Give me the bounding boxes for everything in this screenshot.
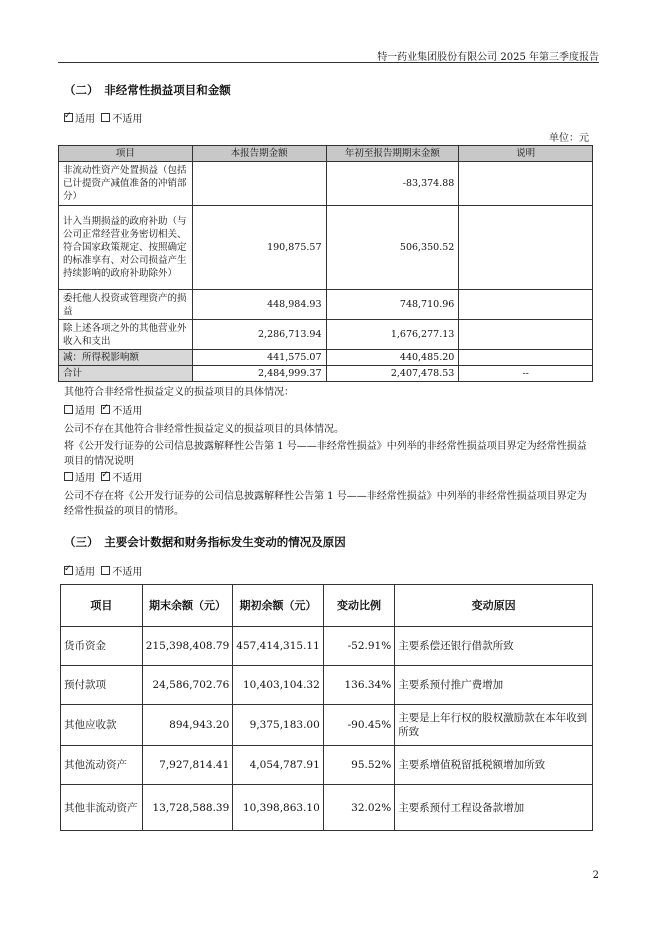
row-begin: 9,375,183.00 <box>233 705 324 746</box>
row-end: 894,943.20 <box>142 705 233 746</box>
applicable-label: 适用 <box>75 567 95 578</box>
row-current: 441,575.07 <box>192 350 326 366</box>
row-ytd: 440,485.20 <box>326 350 459 366</box>
row-ytd: 748,710.96 <box>326 290 459 320</box>
row-item: 除上述各项之外的其他营业外收入和支出 <box>59 320 193 350</box>
row-ratio: -90.45% <box>323 705 394 746</box>
row-item: 其他非流动资产 <box>61 785 143 831</box>
row-item: 减：所得税影响额 <box>59 350 193 366</box>
row-end: 215,398,408.79 <box>142 627 233 666</box>
not-applicable-label: 不适用 <box>112 114 143 125</box>
row-ratio: -52.91% <box>323 627 394 666</box>
unit-label: 单位：元 <box>549 133 589 144</box>
not-applicable-label: 不适用 <box>112 406 143 417</box>
row-current: 190,875.57 <box>192 206 326 290</box>
row-ratio: 136.34% <box>323 666 394 705</box>
checkbox-empty-icon <box>64 405 73 414</box>
row-reason: 主要系增值税留抵税额增加所致 <box>395 746 593 785</box>
row-item: 合计 <box>59 366 193 382</box>
checkbox-checked-icon <box>64 566 73 575</box>
column-header: 期末余额（元） <box>142 585 233 627</box>
row-item: 非流动性资产处置损益（包括已计提资产减值准备的冲销部分） <box>59 162 193 206</box>
non-recurring-table <box>58 145 593 382</box>
table-row <box>59 206 593 290</box>
column-header: 本报告期金额 <box>192 146 326 162</box>
table-header-row <box>61 585 593 627</box>
page-number: 2 <box>592 870 599 881</box>
row-end: 13,728,588.39 <box>142 785 233 831</box>
row-ytd: -83,374.88 <box>326 162 459 206</box>
row-ratio: 95.52% <box>323 746 394 785</box>
changes-table <box>60 584 593 831</box>
row-note <box>459 290 593 320</box>
column-header: 变动原因 <box>395 585 593 627</box>
header-divider <box>58 62 599 63</box>
row-note: -- <box>459 366 593 382</box>
checkbox-empty-icon <box>101 566 110 575</box>
reclass-body: 公司不存在将《公开发行证券的公司信息披露解释性公告第 1 号——非经常性损益》中列举的非经常性损益项目界定为经常性损益的项目的情形。 <box>64 491 587 517</box>
checkbox-empty-icon <box>64 472 73 481</box>
applicable-label: 适用 <box>75 114 95 125</box>
row-ytd: 2,407,478.53 <box>326 366 459 382</box>
table-total-row <box>59 366 593 382</box>
checkbox-checked-icon <box>101 472 110 481</box>
not-applicable-label: 不适用 <box>112 473 143 484</box>
checkbox-checked-icon <box>101 405 110 414</box>
row-ytd: 506,350.52 <box>326 206 459 290</box>
row-item: 委托他人投资或管理资产的损益 <box>59 290 193 320</box>
row-ytd: 1,676,277.13 <box>326 320 459 350</box>
column-header: 年初至报告期期末金额 <box>326 146 459 162</box>
row-item: 预付款项 <box>61 666 143 705</box>
table-header-row <box>59 146 593 162</box>
row-end: 24,586,702.76 <box>142 666 233 705</box>
row-current <box>192 162 326 206</box>
row-begin: 457,414,315.11 <box>233 627 324 666</box>
table-row <box>61 746 593 785</box>
page-header: 特一药业集团股份有限公司 2025 年第三季度报告 <box>377 52 599 63</box>
row-reason: 主要系偿还银行借款所致 <box>395 627 593 666</box>
column-header: 项目 <box>59 146 193 162</box>
row-note <box>459 320 593 350</box>
row-item: 其他流动资产 <box>61 746 143 785</box>
applicable-label: 适用 <box>75 406 95 417</box>
section2-applicability <box>64 112 142 127</box>
row-ratio: 32.02% <box>323 785 394 831</box>
section2-heading: （二） 非经常性损益项目和金额 <box>64 83 231 97</box>
not-applicable-label: 不适用 <box>112 567 143 578</box>
table-row <box>61 705 593 746</box>
reclass-label: 将《公开发行证券的公司信息披露解释性公告第 1 号——非经常性损益》中列举的非经常性损益项目界定为经常性损益项目的情况说明 <box>64 441 587 467</box>
row-current: 2,484,999.37 <box>192 366 326 382</box>
row-reason: 主要系预付工程设备款增加 <box>395 785 593 831</box>
row-item: 其他应收款 <box>61 705 143 746</box>
row-begin: 4,054,787.91 <box>233 746 324 785</box>
table-row <box>59 290 593 320</box>
section3-heading: （三） 主要会计数据和财务指标发生变动的情况及原因 <box>64 535 346 549</box>
row-item: 计入当期损益的政府补助（与公司正常经营业务密切相关、符合国家政策规定、按照确定的标准享有、对公司损益产生持续影响的政府补助除外） <box>59 206 193 290</box>
table-row <box>61 627 593 666</box>
column-header: 期初余额（元） <box>233 585 324 627</box>
reclass-applicability <box>64 471 142 486</box>
table-row <box>59 162 593 206</box>
row-end: 7,927,814.41 <box>142 746 233 785</box>
applicable-label: 适用 <box>75 473 95 484</box>
other-items-label: 其他符合非经常性损益定义的损益项目的具体情况： <box>64 387 294 398</box>
row-reason: 主要是上年行权的股权激励款在本年收到所致 <box>395 705 593 746</box>
row-current: 2,286,713.94 <box>192 320 326 350</box>
section3-applicability <box>64 565 142 580</box>
table-row <box>61 666 593 705</box>
row-note <box>459 206 593 290</box>
table-row <box>59 320 593 350</box>
table-row <box>61 785 593 831</box>
column-header: 项目 <box>61 585 143 627</box>
other-items-applicability <box>64 404 142 419</box>
table-row <box>59 350 593 366</box>
row-note <box>459 162 593 206</box>
row-note <box>459 350 593 366</box>
row-current: 448,984.93 <box>192 290 326 320</box>
column-header: 说明 <box>459 146 593 162</box>
other-items-body: 公司不存在其他符合非经常性损益定义的损益项目的具体情况。 <box>64 424 344 435</box>
checkbox-checked-icon <box>64 113 73 122</box>
checkbox-empty-icon <box>101 113 110 122</box>
row-reason: 主要系预付推广费增加 <box>395 666 593 705</box>
row-begin: 10,403,104.32 <box>233 666 324 705</box>
column-header: 变动比例 <box>323 585 394 627</box>
row-begin: 10,398,863.10 <box>233 785 324 831</box>
row-item: 货币资金 <box>61 627 143 666</box>
